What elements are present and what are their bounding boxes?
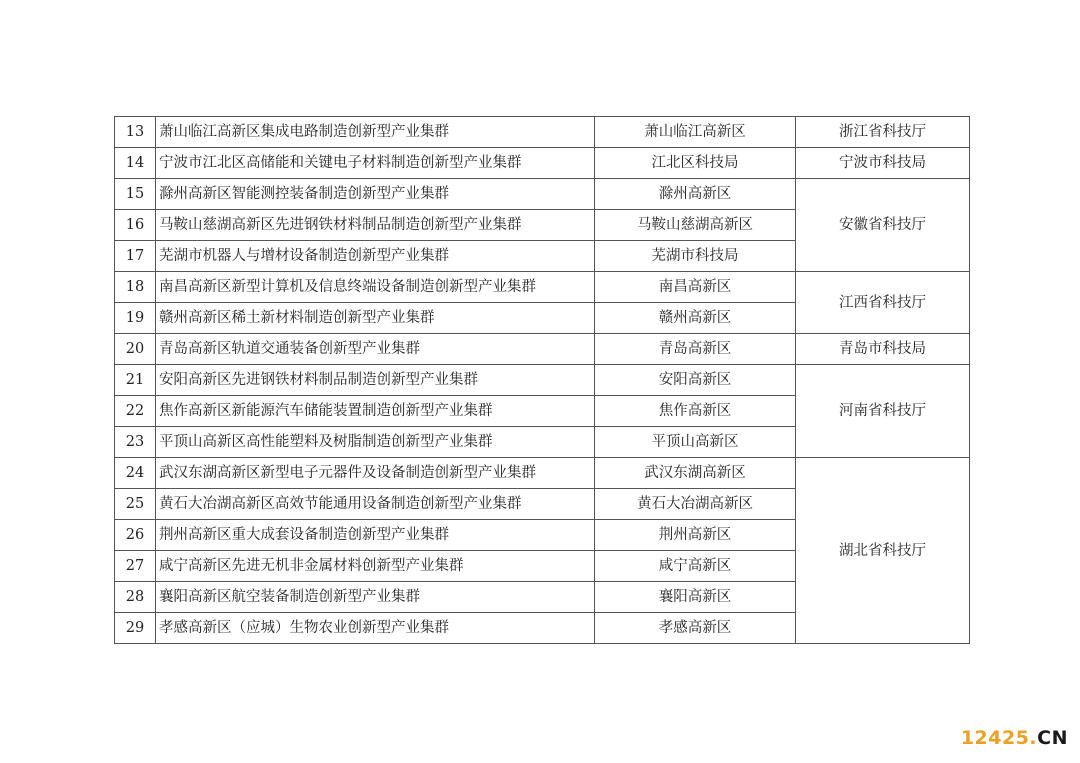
cluster-table	[114, 116, 970, 644]
cluster-name: 孝感高新区（应城）生物农业创新型产业集群	[156, 613, 595, 644]
row-number: 17	[115, 241, 156, 272]
cluster-name: 萧山临江高新区集成电路制造创新型产业集群	[156, 117, 595, 148]
row-number: 25	[115, 489, 156, 520]
table-row	[115, 365, 970, 396]
site-watermark	[961, 727, 1068, 749]
row-number: 23	[115, 427, 156, 458]
row-number: 22	[115, 396, 156, 427]
watermark-suffix: CN	[1037, 727, 1068, 749]
reporting-unit: 襄阳高新区	[595, 582, 796, 613]
reporting-unit: 平顶山高新区	[595, 427, 796, 458]
reporting-unit: 青岛高新区	[595, 334, 796, 365]
table-row	[115, 179, 970, 210]
cluster-name: 马鞍山慈湖高新区先进钢铁材料制品制造创新型产业集群	[156, 210, 595, 241]
department-jiangxi: 江西省科技厅	[796, 272, 970, 334]
department-zhejiang: 浙江省科技厅	[796, 117, 970, 148]
row-number: 27	[115, 551, 156, 582]
table-row	[115, 334, 970, 365]
cluster-name: 宁波市江北区高储能和关键电子材料制造创新型产业集群	[156, 148, 595, 179]
reporting-unit: 荆州高新区	[595, 520, 796, 551]
department-ningbo: 宁波市科技局	[796, 148, 970, 179]
table-row	[115, 272, 970, 303]
cluster-name: 襄阳高新区航空装备制造创新型产业集群	[156, 582, 595, 613]
row-number: 18	[115, 272, 156, 303]
reporting-unit: 芜湖市科技局	[595, 241, 796, 272]
table-row	[115, 117, 970, 148]
row-number: 28	[115, 582, 156, 613]
cluster-name: 青岛高新区轨道交通装备创新型产业集群	[156, 334, 595, 365]
cluster-name: 焦作高新区新能源汽车储能装置制造创新型产业集群	[156, 396, 595, 427]
row-number: 13	[115, 117, 156, 148]
reporting-unit: 南昌高新区	[595, 272, 796, 303]
reporting-unit: 江北区科技局	[595, 148, 796, 179]
reporting-unit: 马鞍山慈湖高新区	[595, 210, 796, 241]
table-row	[115, 148, 970, 179]
reporting-unit: 黄石大冶湖高新区	[595, 489, 796, 520]
row-number: 29	[115, 613, 156, 644]
cluster-name: 芜湖市机器人与增材设备制造创新型产业集群	[156, 241, 595, 272]
cluster-name: 黄石大冶湖高新区高效节能通用设备制造创新型产业集群	[156, 489, 595, 520]
row-number: 15	[115, 179, 156, 210]
department-henan: 河南省科技厅	[796, 365, 970, 458]
reporting-unit: 滁州高新区	[595, 179, 796, 210]
reporting-unit: 萧山临江高新区	[595, 117, 796, 148]
reporting-unit: 咸宁高新区	[595, 551, 796, 582]
reporting-unit: 赣州高新区	[595, 303, 796, 334]
cluster-name: 滁州高新区智能测控装备制造创新型产业集群	[156, 179, 595, 210]
cluster-name: 南昌高新区新型计算机及信息终端设备制造创新型产业集群	[156, 272, 595, 303]
cluster-name: 荆州高新区重大成套设备制造创新型产业集群	[156, 520, 595, 551]
department-anhui: 安徽省科技厅	[796, 179, 970, 272]
row-number: 24	[115, 458, 156, 489]
cluster-name: 平顶山高新区高性能塑料及树脂制造创新型产业集群	[156, 427, 595, 458]
cluster-name: 安阳高新区先进钢铁材料制品制造创新型产业集群	[156, 365, 595, 396]
row-number: 21	[115, 365, 156, 396]
row-number: 26	[115, 520, 156, 551]
row-number: 16	[115, 210, 156, 241]
watermark-dot: .	[1029, 727, 1038, 749]
cluster-name: 咸宁高新区先进无机非金属材料创新型产业集群	[156, 551, 595, 582]
reporting-unit: 安阳高新区	[595, 365, 796, 396]
table-row	[115, 458, 970, 489]
department-hubei: 湖北省科技厅	[796, 458, 970, 644]
reporting-unit: 焦作高新区	[595, 396, 796, 427]
reporting-unit: 孝感高新区	[595, 613, 796, 644]
watermark-number: 12425	[960, 727, 1030, 749]
row-number: 14	[115, 148, 156, 179]
row-number: 20	[115, 334, 156, 365]
reporting-unit: 武汉东湖高新区	[595, 458, 796, 489]
row-number: 19	[115, 303, 156, 334]
department-qingdao: 青岛市科技局	[796, 334, 970, 365]
cluster-name: 赣州高新区稀土新材料制造创新型产业集群	[156, 303, 595, 334]
cluster-name: 武汉东湖高新区新型电子元器件及设备制造创新型产业集群	[156, 458, 595, 489]
